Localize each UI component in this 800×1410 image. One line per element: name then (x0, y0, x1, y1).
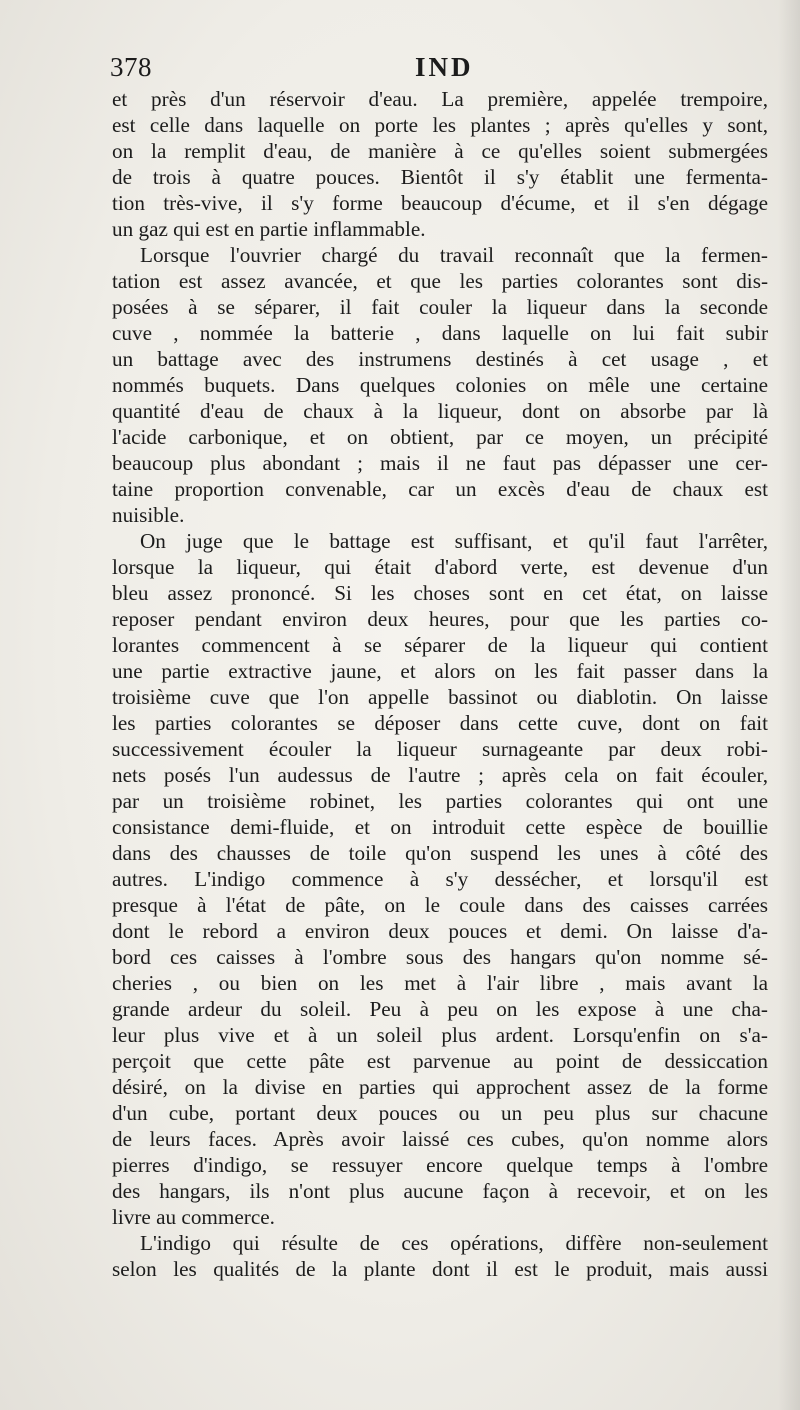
text-line: bleu assez prononcé. Si les choses sont en cet état, on laisse (112, 581, 768, 605)
text-line: de trois à quatre pouces. Bientôt il s'y établit une fermenta- (112, 165, 768, 189)
text-line: une partie extractive jaune, et alors on les fait passer dans la (112, 659, 768, 683)
text-line: troisième cuve que l'on appelle bassinot ou diablotin. On laisse (112, 685, 768, 709)
text-line: un battage avec des instrumens destinés à cet usage , et (112, 347, 768, 371)
text-line: lorsque la liqueur, qui était d'abord verte, est devenue d'un (112, 555, 768, 579)
text-line: un gaz qui est en partie inflammable. (112, 217, 426, 241)
text-line: lorantes commencent à se séparer de la liqueur qui contient (112, 633, 768, 657)
running-head (110, 52, 770, 88)
text-line: On juge que le battage est suffisant, et qu'il faut l'arrêter, (140, 529, 768, 553)
text-line: taine proportion convenable, car un excès d'eau de chaux est (112, 477, 768, 501)
text-line: grande ardeur du soleil. Peu à peu on les expose à une cha- (112, 997, 768, 1021)
page-number: 378 (110, 52, 152, 82)
text-line: nuisible. (112, 503, 185, 527)
text-line: pierres d'indigo, se ressuyer encore quelque temps à l'ombre (112, 1153, 768, 1177)
text-line: cuve , nommée la batterie , dans laquelle on lui fait subir (112, 321, 768, 345)
text-line: est celle dans laquelle on porte les plantes ; après qu'elles y sont, (112, 113, 768, 137)
text-line: dont le rebord a environ deux pouces et demi. On laisse d'a- (112, 919, 768, 943)
text-line: Lorsque l'ouvrier chargé du travail reconnaît que la fermen- (140, 243, 768, 267)
text-line: autres. L'indigo commence à s'y dessécher, et lorsqu'il est (112, 867, 768, 891)
text-line: l'acide carbonique, et on obtient, par ce moyen, un précipité (112, 425, 768, 449)
text-line: perçoit que cette pâte est parvenue au point de dessiccation (112, 1049, 768, 1073)
text-line: presque à l'état de pâte, on le coule dans des caisses carrées (112, 893, 768, 917)
text-line: reposer pendant environ deux heures, pour que les parties co- (112, 607, 768, 631)
text-line: cheries , ou bien on les met à l'air libre , mais avant la (112, 971, 768, 995)
body-text (112, 86, 768, 1282)
text-line: dans des chausses de toile qu'on suspend les unes à côté des (112, 841, 768, 865)
text-line: livre au commerce. (112, 1205, 275, 1229)
text-line: des hangars, ils n'ont plus aucune façon à recevoir, et on les (112, 1179, 768, 1203)
text-line: nommés buquets. Dans quelques colonies on mêle une certaine (112, 373, 768, 397)
text-line: désiré, on la divise en parties qui approchent assez de la forme (112, 1075, 768, 1099)
text-line: posées à se séparer, il fait couler la liqueur dans la seconde (112, 295, 768, 319)
text-line: de leurs faces. Après avoir laissé ces cubes, qu'on nomme alors (112, 1127, 768, 1151)
section-title: IND (415, 52, 474, 82)
text-line: tation est assez avancée, et que les parties colorantes sont dis- (112, 269, 768, 293)
page-edge-shadow (778, 0, 800, 1410)
text-line: bord ces caisses à l'ombre sous des hangars qu'on nomme sé- (112, 945, 768, 969)
text-line: on la remplit d'eau, de manière à ce qu'elles soient submergées (112, 139, 768, 163)
text-line: selon les qualités de la plante dont il est le produit, mais aussi (112, 1257, 768, 1281)
text-line: et près d'un réservoir d'eau. La première, appelée trempoire, (112, 87, 768, 111)
text-line: consistance demi-fluide, et on introduit cette espèce de bouillie (112, 815, 768, 839)
text-line: nets posés l'un audessus de l'autre ; après cela on fait écouler, (112, 763, 768, 787)
text-line: quantité d'eau de chaux à la liqueur, dont on absorbe par là (112, 399, 768, 423)
text-line: les parties colorantes se déposer dans cette cuve, dont on fait (112, 711, 768, 735)
text-line: d'un cube, portant deux pouces ou un peu plus sur chacune (112, 1101, 768, 1125)
text-line: leur plus vive et à un soleil plus ardent. Lorsqu'enfin on s'a- (112, 1023, 768, 1047)
text-line: beaucoup plus abondant ; mais il ne faut pas dépasser une cer- (112, 451, 768, 475)
text-line: tion très-vive, il s'y forme beaucoup d'écume, et il s'en dégage (112, 191, 768, 215)
text-line: L'indigo qui résulte de ces opérations, diffère non-seulement (140, 1231, 768, 1255)
text-line: successivement écouler la liqueur surnageante par deux robi- (112, 737, 768, 761)
text-line: par un troisième robinet, les parties colorantes qui ont une (112, 789, 768, 813)
